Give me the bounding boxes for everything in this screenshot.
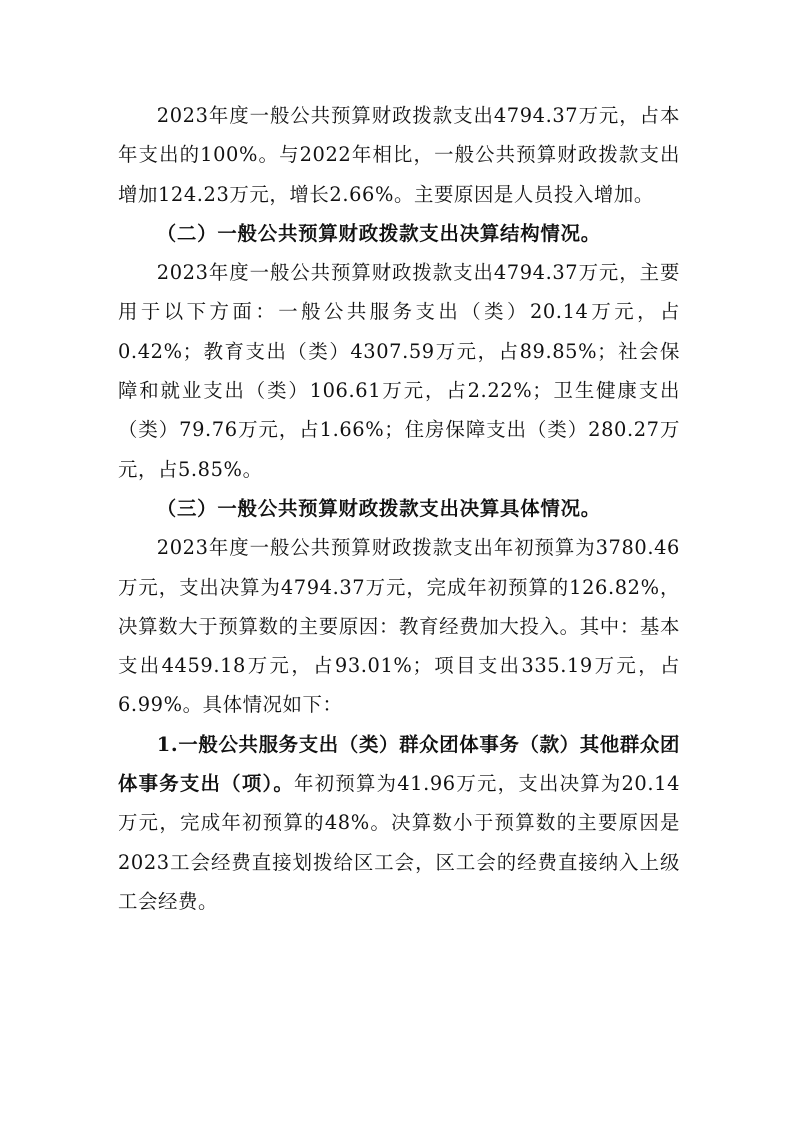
paragraph-total-expenditure: 2023年度一般公共预算财政拨款支出4794.37万元，占本年支出的100%。与2022年相比，一般公共预算财政拨款支出增加124.23万元，增长2.66%。主要原因是人员投入增加。	[118, 104, 680, 206]
item-1-title: 1.一般公共服务支出（类）群众团体事务（款）其他群众团体事务支出（项）。	[118, 732, 680, 796]
heading-details: （三）一般公共预算财政拨款支出决算具体情况。	[156, 496, 601, 520]
paragraph-structure: 2023年度一般公共预算财政拨款支出4794.37万元，主要用于以下方面：一般公共服务支出（类）20.14万元，占0.42%；教育支出（类）4307.59万元，占89.85%；社会保障和就业支出（类）106.61万元，占2.22%；卫生健康支出（类）79.76万元，占1.66%；住房保障支出（类）280.27万元，占5.85%。	[118, 261, 680, 481]
paragraph-item-1	[118, 725, 680, 921]
paragraph-details: 2023年度一般公共预算财政拨款支出年初预算为3780.46万元，支出决算为4794.37万元，完成年初预算的126.82%，决算数大于预算数的主要原因：教育经费加大投入。其中：基本支出4459.18万元，占93.01%；项目支出335.19万元，占6.99%。具体情况如下：	[118, 536, 680, 717]
heading-structure: （二）一般公共预算财政拨款支出决算结构情况。	[156, 221, 601, 245]
item-1-text: 年初预算为41.96万元，支出决算为20.14万元，完成年初预算的48%。决算数小于预算数的主要原因是2023工会经费直接划拨给区工会，区工会的经费直接纳入上级工会经费。	[118, 772, 681, 913]
document-body	[118, 96, 680, 921]
